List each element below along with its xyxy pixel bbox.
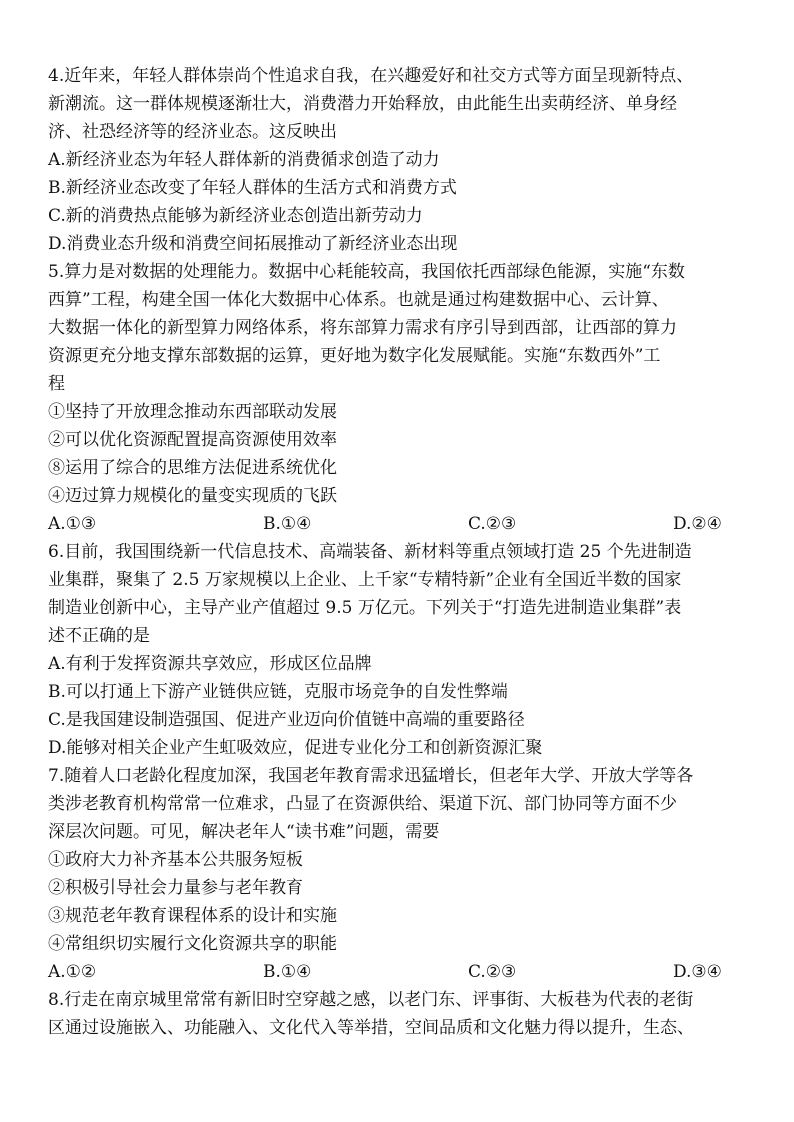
question-5-choice-d: D.②④ — [673, 514, 722, 534]
question-5-stem-line: 5.算力是对数据的处理能力。数据中心耗能较高，我国依托西部绿色能源，实施“东数 — [48, 262, 685, 282]
question-6-stem-line: 业集群，聚集了 2.5 万家规模以上企业、上千家“专精特新”企业有全国近半数的国家 — [48, 570, 682, 590]
question-5-statement-2: ②可以优化资源配置提高资源使用效率 — [48, 430, 337, 450]
question-7-statement-1: ①政府大力补齐基本公共服务短板 — [48, 850, 303, 870]
question-5-choice-c: C.②③ — [468, 514, 517, 534]
question-5 — [48, 258, 748, 538]
question-4-stem-line: 济、社恐经济等的经济业态。这反映出 — [48, 122, 337, 142]
question-7-stem-line: 深层次问题。可见，解决老年人“读书难”问题，需要 — [48, 822, 440, 842]
question-4 — [48, 62, 748, 258]
question-6-stem-line: 述不正确的是 — [48, 626, 150, 646]
question-4-stem-line: 4.近年来，年轻人群体崇尚个性追求自我，在兴趣爱好和社交方式等方面呈现新特点、 — [48, 66, 694, 86]
question-5-choices — [48, 510, 748, 538]
question-4-option-b: B.新经济业态改变了年轻人群体的生活方式和消费方式 — [48, 178, 457, 198]
question-8 — [48, 986, 748, 1042]
question-7-choice-a: A.①② — [48, 962, 97, 982]
question-5-statement-1: ①坚持了开放理念推动东西部联动发展 — [48, 402, 337, 422]
question-7-statement-2: ②积极引导社会力量参与老年教育 — [48, 878, 303, 898]
question-8-stem-line: 8.行走在南京城里常常有新旧时空穿越之感，以老门东、评事街、大板巷为代表的老街 — [48, 990, 694, 1010]
question-5-statement-4: ④迈过算力规模化的量变实现质的飞跃 — [48, 486, 337, 506]
question-6-option-c: C.是我国建设制造强国、促进产业迈向价值链中高端的重要路径 — [48, 710, 525, 730]
question-7-stem-line: 7.随着人口老龄化程度加深，我国老年教育需求迅猛增长，但老年大学、开放大学等各 — [48, 766, 694, 786]
question-4-option-d: D.消费业态升级和消费空间拓展推动了新经济业态出现 — [48, 234, 458, 254]
question-5-choice-b: B.①④ — [263, 514, 312, 534]
question-7-stem-line: 类涉老教育机构常常一位难求，凸显了在资源供给、渠道下沉、部门协同等方面不少 — [48, 794, 677, 814]
question-7-choices — [48, 958, 748, 986]
question-5-choice-a: A.①③ — [48, 514, 97, 534]
question-7-choice-d: D.③④ — [673, 962, 722, 982]
question-7-statement-4: ④常组织切实履行文化资源共享的职能 — [48, 934, 337, 954]
question-4-stem-line: 新潮流。这一群体规模逐渐壮大，消费潜力开始释放，由此能生出卖萌经济、单身经 — [48, 94, 677, 114]
question-8-stem-line: 区通过设施嵌入、功能融入、文化代入等举措，空间品质和文化魅力得以提升，生态、 — [48, 1018, 694, 1038]
question-7 — [48, 762, 748, 986]
question-5-stem-line: 西算”工程，构建全国一体化大数据中心体系。也就是通过构建数据中心、云计算、 — [48, 290, 669, 310]
question-6-stem-line: 制造业创新中心，主导产业产值超过 9.5 万亿元。下列关于“打造先进制造业集群”表 — [48, 598, 682, 618]
question-6-option-a: A.有利于发挥资源共享效应，形成区位品牌 — [48, 654, 372, 674]
question-4-option-a: A.新经济业态为年轻人群体新的消费循求创造了动力 — [48, 150, 440, 170]
question-6 — [48, 538, 748, 762]
question-5-statement-3: ⑧运用了综合的思维方法促进系统优化 — [48, 458, 337, 478]
question-7-choice-b: B.①④ — [263, 962, 312, 982]
question-5-stem-line: 资源更充分地支撑东部数据的运算，更好地为数字化发展赋能。实施“东数西外”工 — [48, 346, 661, 366]
question-7-choice-c: C.②③ — [468, 962, 517, 982]
questions-column — [48, 62, 748, 1042]
question-6-stem-line: 6.目前，我国围绕新一代信息技术、高端装备、新材料等重点领域打造 25 个先进制造 — [48, 542, 692, 562]
question-5-stem-line: 程 — [48, 374, 65, 394]
question-5-stem-line: 大数据一体化的新型算力网络体系，将东部算力需求有序引导到西部，让西部的算力 — [48, 318, 677, 338]
question-6-option-b: B.可以打通上下游产业链供应链，克服市场竞争的自发性弊端 — [48, 682, 508, 702]
question-4-option-c: C.新的消费热点能够为新经济业态创造出新劳动力 — [48, 206, 423, 226]
question-6-option-d: D.能够对相关企业产生虹吸效应，促进专业化分工和创新资源汇聚 — [48, 738, 543, 758]
question-7-statement-3: ③规范老年教育课程体系的设计和实施 — [48, 906, 337, 926]
